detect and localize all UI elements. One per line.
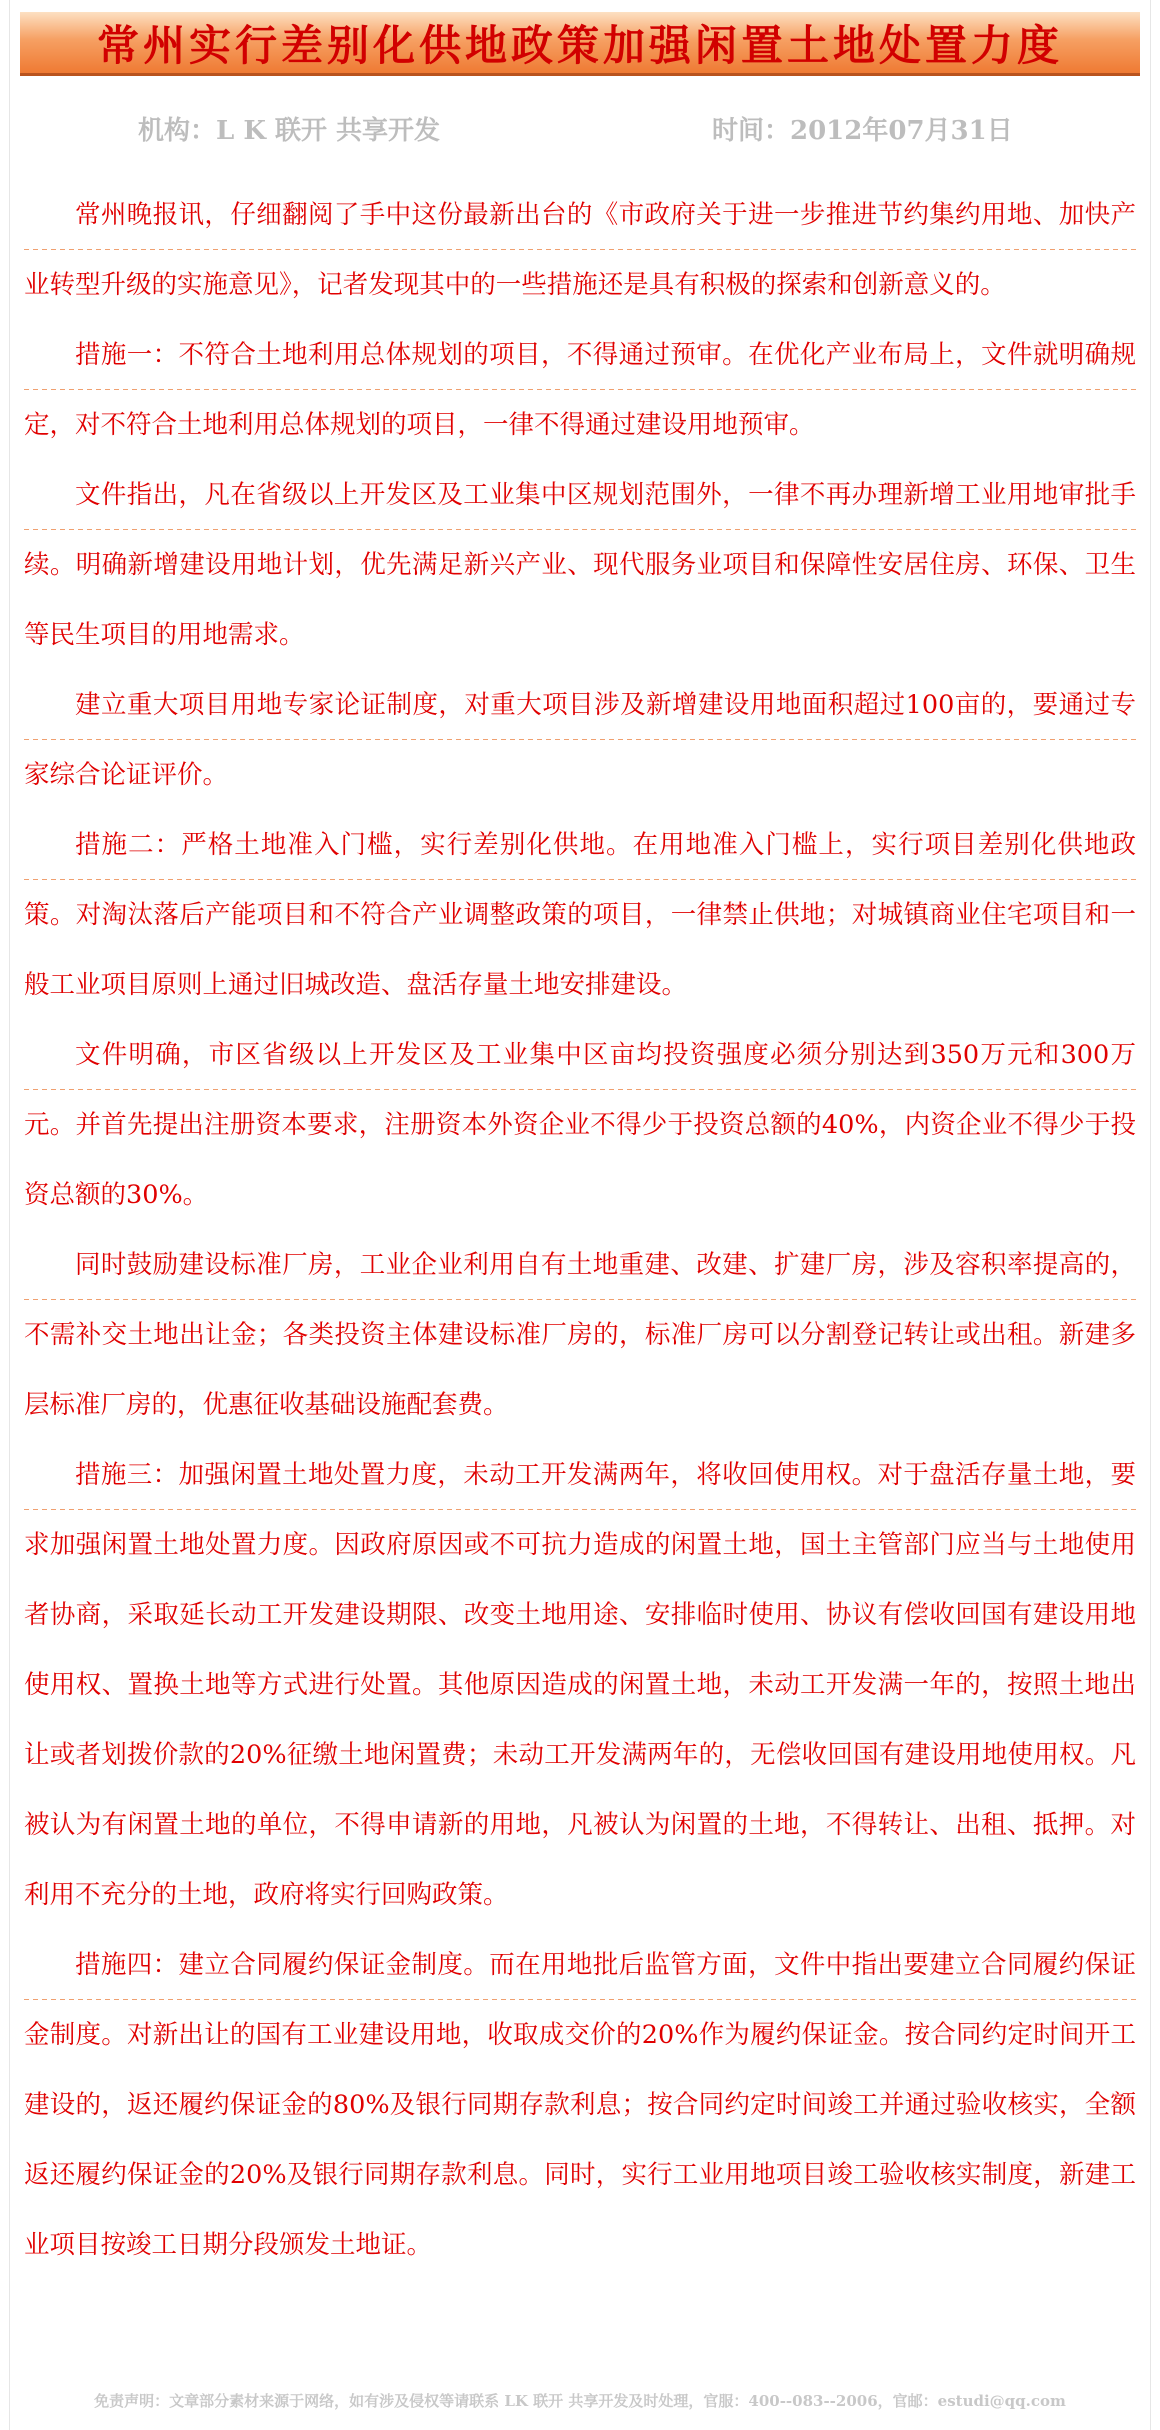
article-paragraph: 同时鼓励建设标准厂房，工业企业利用自有土地重建、改建、扩建厂房，涉及容积率提高的，不需补交土地出让金；各类投资主体建设标准厂房的，标准厂房可以分割登记转让或出租。新建多层标准厂房的，优惠征收基础设施配套费。 xyxy=(24,1230,1136,1440)
title-banner xyxy=(20,12,1140,76)
disclaimer-footer: 免责声明：文章部分素材来源于网络，如有涉及侵权等请联系 LK 联开 共享开发及时处理，官服：400--083--2006，官邮：estudi@qq.com xyxy=(94,2392,1066,2410)
article-paragraph: 建立重大项目用地专家论证制度，对重大项目涉及新增建设用地面积超过100亩的，要通过专家综合论证评价。 xyxy=(24,670,1136,810)
article-body xyxy=(24,180,1136,2280)
article-paragraph: 常州晚报讯，仔细翻阅了手中这份最新出台的《市政府关于进一步推进节约集约用地、加快产业转型升级的实施意见》，记者发现其中的一些措施还是具有积极的探索和创新意义的。 xyxy=(24,180,1136,320)
article-title: 常州实行差别化供地政策加强闲置土地处置力度 xyxy=(96,20,1063,70)
article-paragraph: 措施三：加强闲置土地处置力度，未动工开发满两年，将收回使用权。对于盘活存量土地，要求加强闲置土地处置力度。因政府原因或不可抗力造成的闲置土地，国土主管部门应当与土地使用者协商，采取延长动工开发建设期限、改变土地用途、安排临时使用、协议有偿收回国有建设用地使用权、置换土地等方式进行处置。其他原因造成的闲置土地，未动工开发满一年的，按照土地出让或者划拨价款的20%征缴土地闲置费；未动工开发满两年的，无偿收回国有建设用地使用权。凡被认为有闲置土地的单位，不得申请新的用地，凡被认为闲置的土地，不得转让、出租、抵押。对利用不充分的土地，政府将实行回购政策。 xyxy=(24,1440,1136,1930)
article-meta xyxy=(0,110,1160,150)
article-paragraph: 措施一：不符合土地利用总体规划的项目，不得通过预审。在优化产业布局上，文件就明确规定，对不符合土地利用总体规划的项目，一律不得通过建设用地预审。 xyxy=(24,320,1136,460)
article-paragraph: 措施四：建立合同履约保证金制度。而在用地批后监管方面，文件中指出要建立合同履约保证金制度。对新出让的国有工业建设用地，收取成交价的20%作为履约保证金。按合同约定时间开工建设的，返还履约保证金的80%及银行同期存款利息；按合同约定时间竣工并通过验收核实，全额返还履约保证金的20%及银行同期存款利息。同时，实行工业用地项目竣工验收核实制度，新建工业项目按竣工日期分段颁发土地证。 xyxy=(24,1930,1136,2280)
article-paragraph: 文件明确，市区省级以上开发区及工业集中区亩均投资强度必须分别达到350万元和300万元。并首先提出注册资本要求，注册资本外资企业不得少于投资总额的40%，内资企业不得少于投资总额的30%。 xyxy=(24,1020,1136,1230)
article-time: 时间：2012年07月31日 xyxy=(712,116,1013,146)
article-paragraph: 文件指出，凡在省级以上开发区及工业集中区规划范围外，一律不再办理新增工业用地审批手续。明确新增建设用地计划，优先满足新兴产业、现代服务业项目和保障性安居住房、环保、卫生等民生项目的用地需求。 xyxy=(24,460,1136,670)
article-paragraph: 措施二：严格土地准入门槛，实行差别化供地。在用地准入门槛上，实行项目差别化供地政策。对淘汰落后产能项目和不符合产业调整政策的项目，一律禁止供地；对城镇商业住宅项目和一般工业项目原则上通过旧城改造、盘活存量土地安排建设。 xyxy=(24,810,1136,1020)
article-source: 机构：L K 联开 共享开发 xyxy=(138,116,441,146)
